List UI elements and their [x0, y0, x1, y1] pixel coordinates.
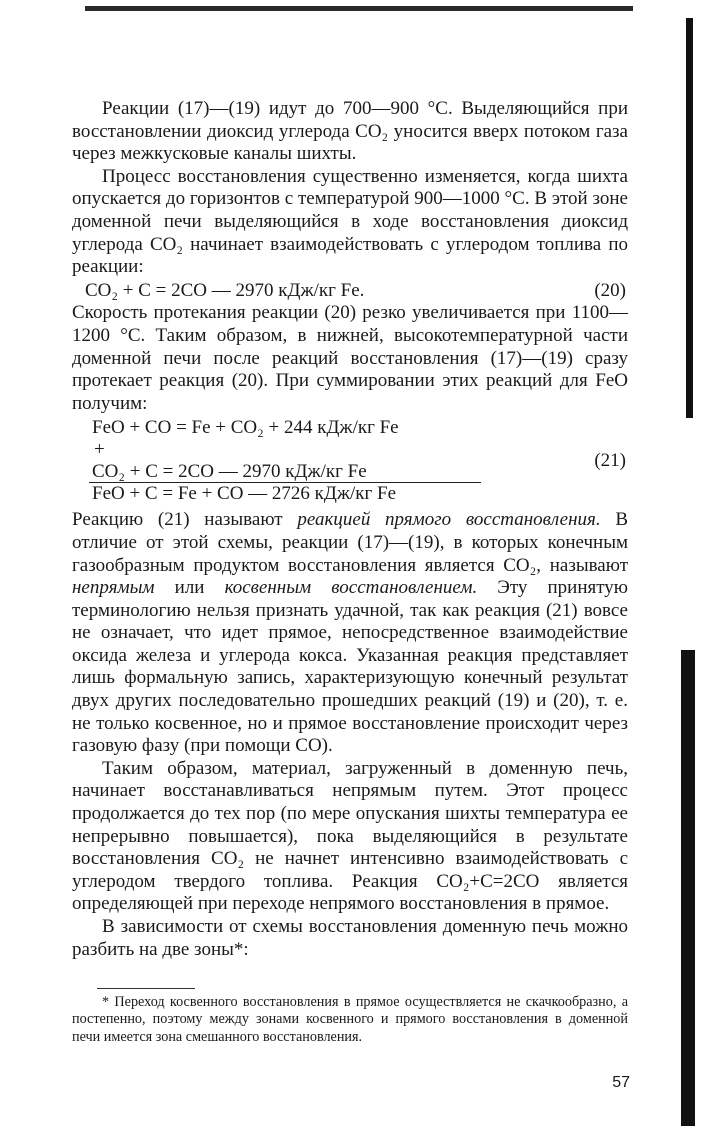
equation-line: CO₂ + C = 2CO — 2970 кДж/кг Fe: [92, 461, 367, 483]
term-emphasis: реакцией прямого восстановления.: [297, 509, 601, 531]
equation-text: CO₂ + C = 2CO — 2970 кДж/кг Fe.: [85, 279, 365, 301]
equation-result: FeO + C = Fe + CO — 2726 кДж/кг Fe: [92, 483, 397, 505]
equation-21: [72, 417, 628, 505]
paragraph: [72, 509, 628, 758]
equation-20: [72, 280, 628, 303]
equation-plus: +: [94, 439, 105, 461]
top-scan-rule: [85, 6, 633, 11]
body-text: [72, 98, 628, 961]
term-emphasis: непрямым: [72, 577, 155, 599]
text-run: В отличие от этой схемы, реакции (17)—(19), в которых конечным газообразным продуктом восстановления является CO₂, называют: [72, 509, 628, 576]
page-edge-shadow: [681, 650, 695, 1126]
paragraph: Скорость протекания реакции (20) резко увеличивается при 1100—1200 °С. Таким образом, в нижней, высокотемпературной части доменной печи после реакций восстановления (17)—(19) сразу протекает реакция (20). При суммировании этих реакций для FeO получим:: [72, 302, 628, 414]
page-number: 57: [612, 1074, 630, 1091]
paragraph: Таким образом, материал, загруженный в доменную печь, начинает восстанавливаться непрямым путем. Этот процесс продолжается до тех пор (по мере опускания шихты температура ее непрерывно повышается), пока выделяющийся в результате восстановления CO₂ не начнет интенсивно взаимодействовать с углеродом твердого топлива. Реакция CO₂+C=2CO является определяющей при переходе непрямого восстановления в прямое.: [72, 757, 628, 915]
paragraph: Процесс восстановления существенно изменяется, когда шихта опускается до горизонтов с температурой 900—1000 °С. В этой зоне доменной печи выделяющийся в ходе восстановления диоксид углерода CO₂ начинает взаимодействовать с углеродом топлива по реакции:: [72, 165, 628, 278]
footnote-rule: [97, 988, 195, 989]
text-run: Реакцию (21) называют: [72, 509, 298, 531]
text-run: Эту принятую терминологию нельзя признать удачной, так как реакция (21) вовсе не означает, что идет прямое, непосредственное взаимодействие оксида железа и углерода кокса. Указанная реакция представляет лишь формальную запись, характеризующую конечный результат двух других последовательно прошедших реакций (19) и (20), т. е. не только косвенное, но и прямое восстановление происходит через газовую фазу (при помощи CO).: [72, 577, 628, 757]
paragraph: В зависимости от схемы восстановления доменную печь можно разбить на две зоны*:: [72, 916, 628, 960]
term-emphasis: косвенным восстановлением.: [224, 577, 478, 599]
equation-number: (20): [594, 279, 626, 301]
page-edge-shadow: [686, 18, 693, 418]
equation-number: (21): [594, 450, 626, 472]
footnote: * Переход косвенного восстановления в прямое осуществляется не скачкообразно, а постепенно, поэтому между зонами косвенного и прямого восстановления в доменной печи имеется зона смешанного восстановления.: [72, 994, 628, 1045]
equation-line: FeO + CO = Fe + CO₂ + 244 кДж/кг Fe: [92, 417, 399, 439]
paragraph: Реакции (17)—(19) идут до 700—900 °С. Выделяющийся при восстановлении диоксид углерода CO₂ уносится вверх потоком газа через межкусковые каналы шихты.: [72, 98, 628, 165]
text-run: или: [154, 577, 225, 599]
